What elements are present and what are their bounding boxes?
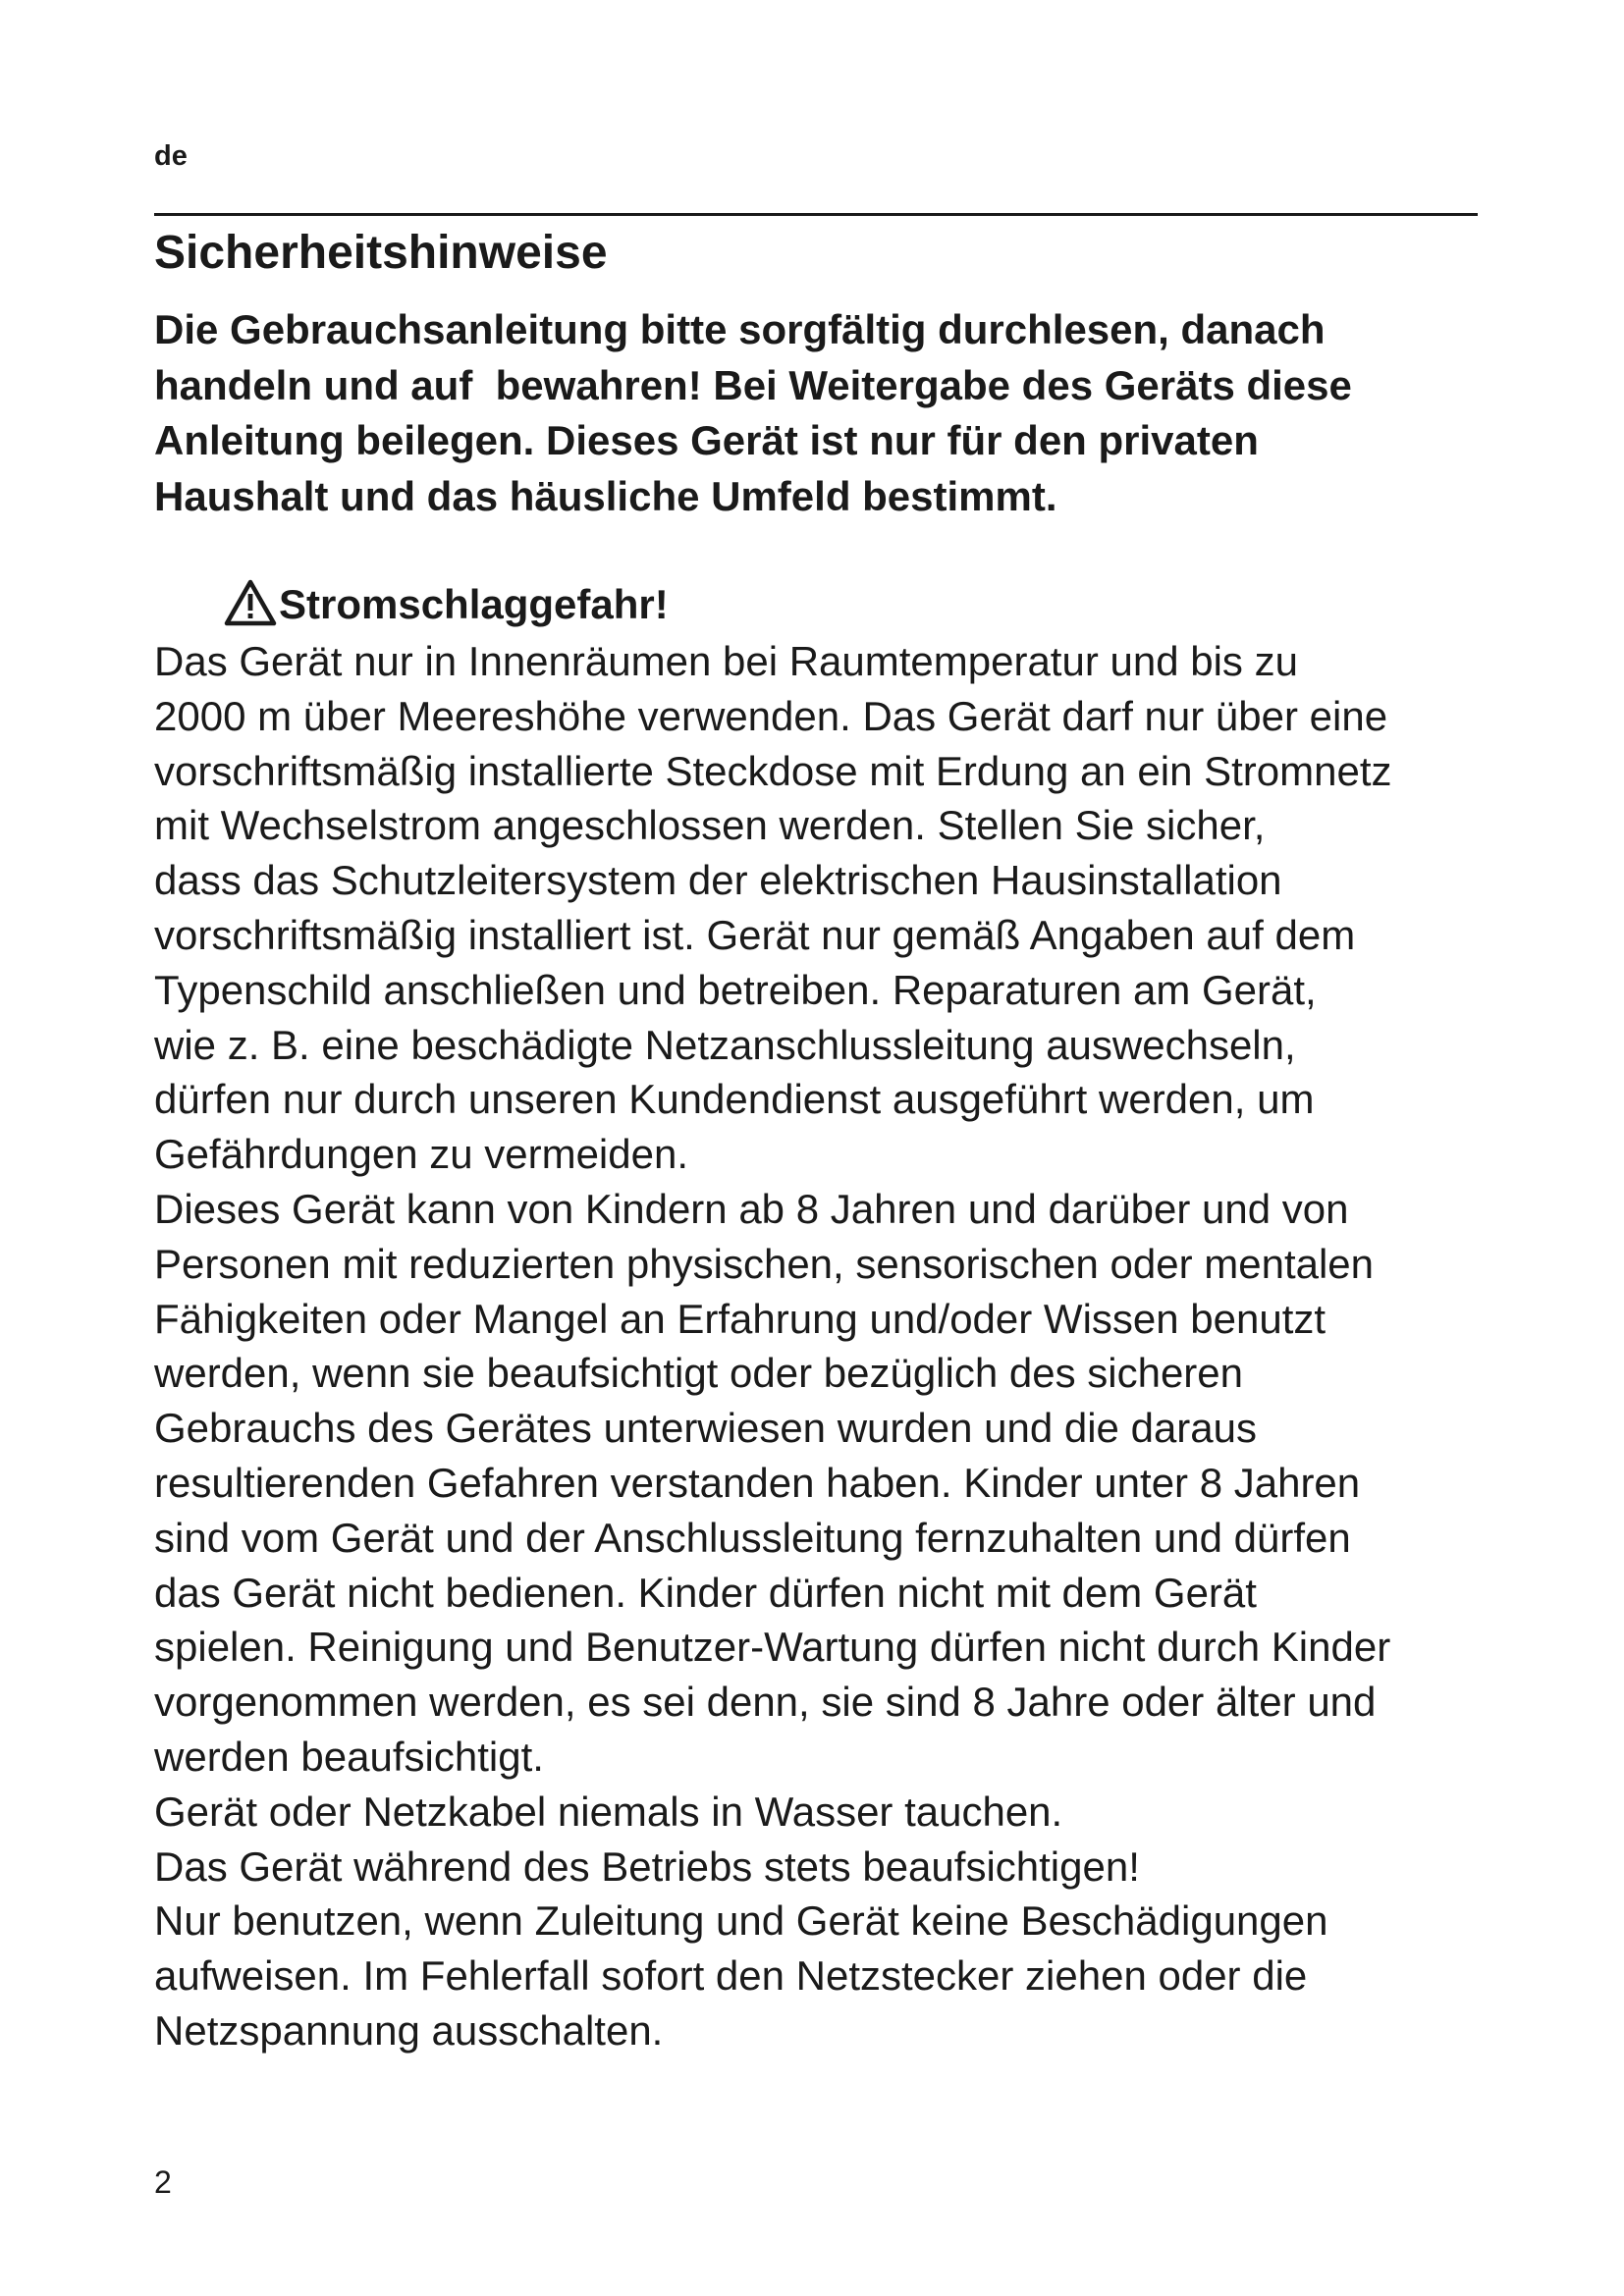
safety-body-text [154,634,1509,2058]
body-line: dürfen nur durch unseren Kundendienst ausgeführt werden, um [154,1076,1315,1123]
body-line: spielen. Reinigung und Benutzer-Wartung dürfen nicht durch Kinder [154,1624,1391,1671]
intro-line: Haushalt und das häusliche Umfeld bestimmt. [154,472,1057,519]
body-line: Fähigkeiten oder Mangel an Erfahrung und/oder Wissen benutzt [154,1295,1326,1342]
body-line: sind vom Gerät und der Anschlussleitung fernzuhalten und dürfen [154,1514,1351,1561]
body-line: Gefährdungen zu vermeiden. [154,1131,689,1178]
body-line: Nur benutzen, wenn Zuleitung und Gerät keine Beschädigungen [154,1897,1328,1945]
body-line: vorgenommen werden, es sei denn, sie sind 8 Jahre oder älter und [154,1679,1377,1726]
body-line: vorschriftsmäßig installierte Steckdose mit Erdung an ein Stromnetz [154,747,1392,794]
body-line: Dieses Gerät kann von Kindern ab 8 Jahren und darüber und von [154,1185,1349,1232]
header-divider [154,213,1478,216]
page-number: 2 [154,2164,172,2200]
intro-paragraph [154,302,1489,524]
warning-heading [224,577,669,632]
body-line: Netzspannung ausschalten. [154,2006,664,2054]
warning-heading-text: Stromschlaggefahr! [279,581,669,627]
body-line: Gebrauchs des Gerätes unterwiesen wurden und die daraus [154,1405,1258,1452]
intro-line: Die Gebrauchsanleitung bitte sorgfältig durchlesen, danach [154,306,1326,352]
language-code: de [154,140,188,172]
body-line: dass das Schutzleitersystem der elektrischen Hausinstallation [154,857,1282,904]
body-line: werden beaufsichtigt. [154,1733,544,1780]
intro-line: Anleitung beilegen. Dieses Gerät ist nur für den privaten [154,417,1259,463]
body-line: Gerät oder Netzkabel niemals in Wasser tauchen. [154,1788,1063,1835]
body-line: Typenschild anschließen und betreiben. Reparaturen am Gerät, [154,966,1317,1013]
section-title: Sicherheitshinweise [154,227,608,279]
body-line: vorschriftsmäßig installiert ist. Gerät nur gemäß Angaben auf dem [154,911,1356,958]
body-line: aufweisen. Im Fehlerfall sofort den Netzstecker ziehen oder die [154,1952,1308,2000]
body-line: das Gerät nicht bedienen. Kinder dürfen nicht mit dem Gerät [154,1569,1257,1616]
body-line: Das Gerät nur in Innenräumen bei Raumtemperatur und bis zu [154,638,1298,684]
body-line: resultierenden Gefahren verstanden haben. Kinder unter 8 Jahren [154,1459,1361,1506]
body-line: Das Gerät während des Betriebs stets beaufsichtigen! [154,1842,1140,1890]
intro-line: handeln und auf bewahren! Bei Weitergabe des Geräts diese [154,361,1352,408]
body-line: werden, wenn sie beaufsichtigt oder bezüglich des sicheren [154,1350,1244,1397]
body-line: Personen mit reduzierten physischen, sensorischen oder mentalen [154,1240,1375,1287]
body-line: wie z. B. eine beschädigte Netzanschlussleitung auswechseln, [154,1021,1296,1068]
warning-triangle-icon [224,579,277,626]
body-line: 2000 m über Meereshöhe verwenden. Das Gerät darf nur über eine [154,692,1388,739]
body-line: mit Wechselstrom angeschlossen werden. Stellen Sie sicher, [154,802,1266,849]
